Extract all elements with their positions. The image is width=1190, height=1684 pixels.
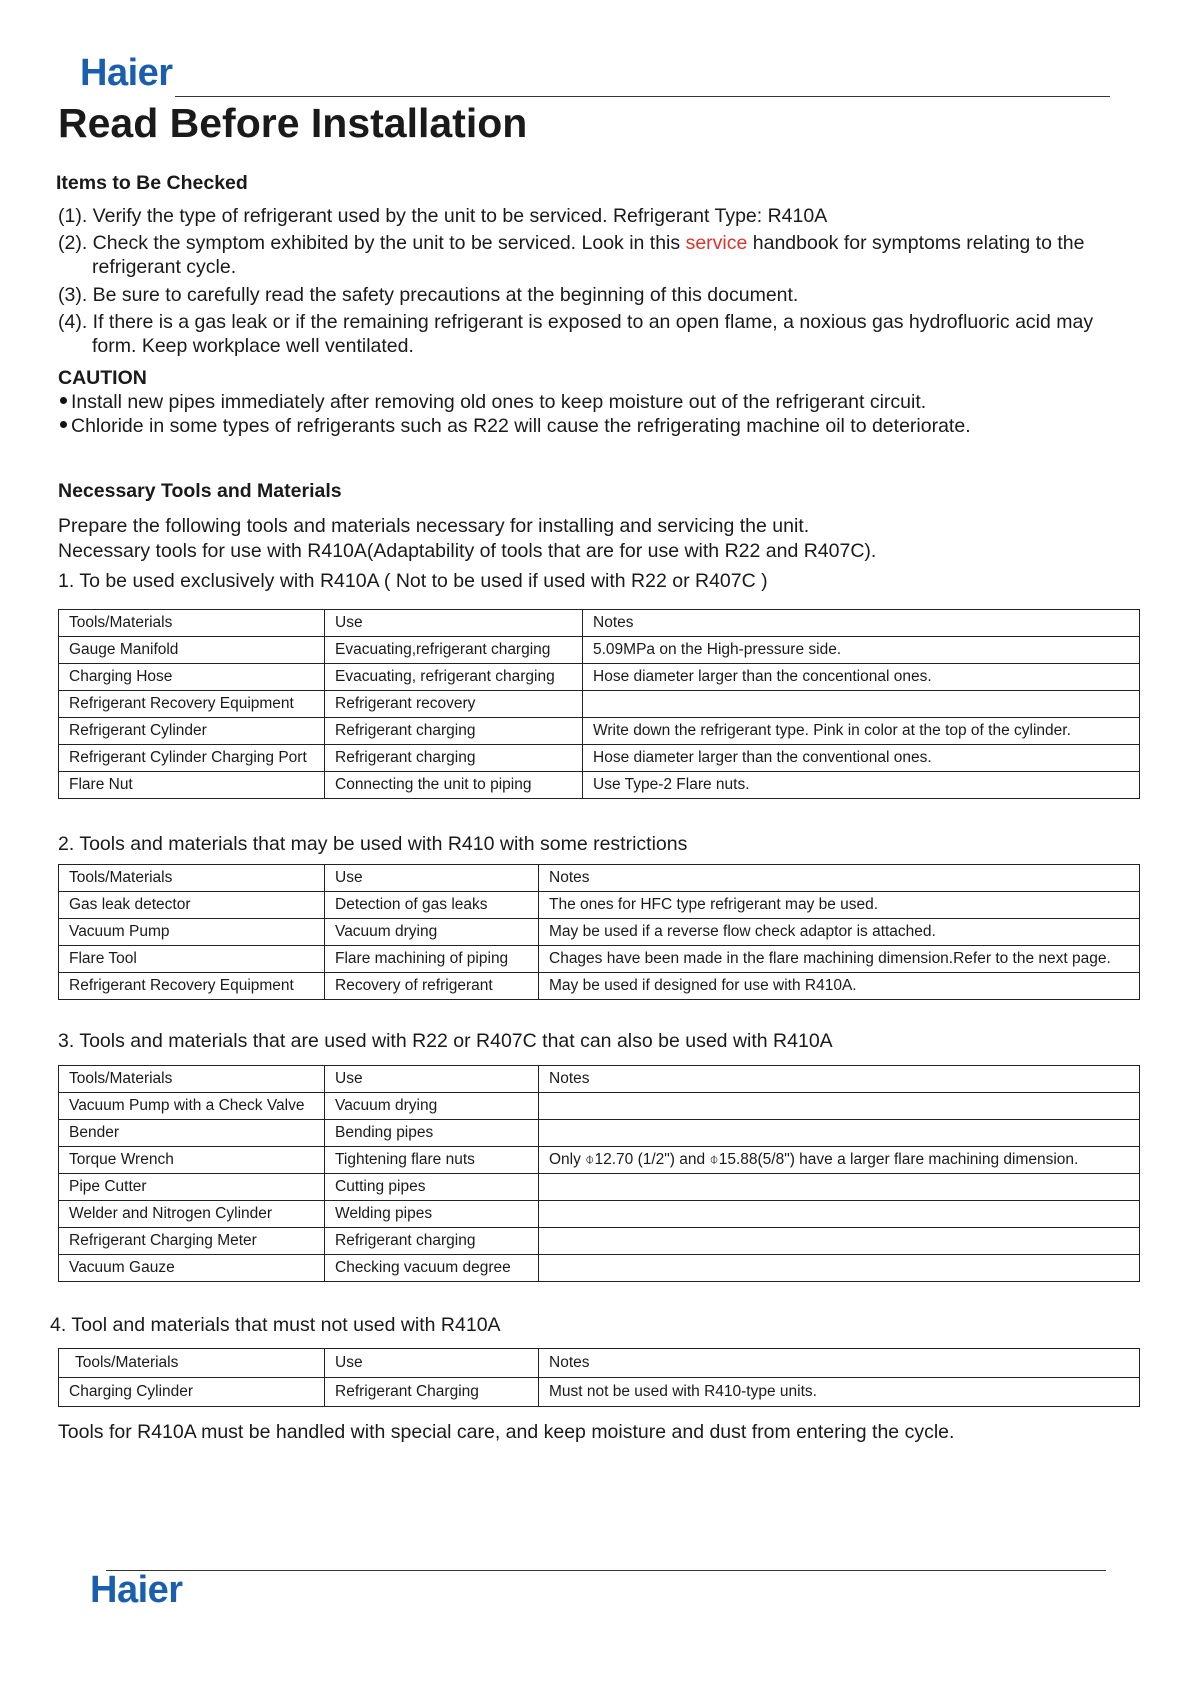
haier-logo-top: Haier	[80, 52, 173, 94]
table-row: Pipe Cutter Cutting pipes	[59, 1174, 1140, 1201]
tools-heading: Necessary Tools and Materials	[58, 480, 342, 502]
table-row: Bender Bending pipes	[59, 1120, 1140, 1147]
caution-bullet: Install new pipes immediately after removing old ones to keep moisture out of the refrigerant circuit.	[60, 390, 926, 414]
table-row: Flare Tool Flare machining of piping Chages have been made in the flare machining dimension.Refer to the next page.	[59, 946, 1140, 973]
footer-divider	[106, 1570, 1106, 1571]
table-row: Gauge Manifold Evacuating,refrigerant charging 5.09MPa on the High-pressure side.	[59, 637, 1140, 664]
table2-heading: 2. Tools and materials that may be used with R410 with some restrictions	[58, 833, 688, 855]
table-row: Charging Hose Evacuating, refrigerant charging Hose diameter larger than the concentional ones.	[59, 664, 1140, 691]
tools-intro-2: Necessary tools for use with R410A(Adaptability of tools that are for use with R22 and R407C).	[58, 540, 877, 562]
page-title: Read Before Installation	[58, 100, 528, 146]
table-row: Refrigerant Cylinder Charging Port Refrigerant charging Hose diameter larger than the conventional ones.	[59, 745, 1140, 772]
check-item-4: (4). If there is a gas leak or if the remaining refrigerant is exposed to an open flame, a noxious gas hydrofluoric acid may form. Keep workplace well ventilated.	[58, 311, 1094, 357]
items-heading: Items to Be Checked	[56, 172, 248, 194]
table-row: Welder and Nitrogen Cylinder Welding pipes	[59, 1201, 1140, 1228]
table4-heading: 4. Tool and materials that must not used with R410A	[50, 1314, 501, 1336]
table-r410-restricted	[58, 864, 1140, 1000]
table-row: Torque Wrench Tightening flare nuts Only ⌽12.70 (1/2") and ⌽15.88(5/8") have a larger flare machining dimension.	[59, 1147, 1140, 1174]
header-divider	[175, 96, 1110, 97]
table1-heading: 1. To be used exclusively with R410A ( Not to be used if used with R22 or R407C )	[58, 570, 768, 592]
bullet-icon	[60, 397, 67, 404]
table-row: Flare Nut Connecting the unit to piping Use Type-2 Flare nuts.	[59, 772, 1140, 799]
table-r22-compatible	[58, 1065, 1140, 1282]
service-highlight: service	[685, 232, 748, 254]
table-row: Vacuum Pump Vacuum drying May be used if a reverse flow check adaptor is attached.	[59, 919, 1140, 946]
bullet-icon	[60, 421, 67, 428]
check-item-2: (2). Check the symptom exhibited by the unit to be serviced. Look in this service handbook for symptoms relating to the refrigerant cycle.	[58, 232, 1085, 278]
table-row: Vacuum Gauze Checking vacuum degree	[59, 1255, 1140, 1282]
table-header-row: Tools/Materials Use Notes	[59, 1066, 1140, 1093]
table-row: Refrigerant Cylinder Refrigerant charging Write down the refrigerant type. Pink in color at the top of the cylinder.	[59, 718, 1140, 745]
check-item-1: (1). Verify the type of refrigerant used by the unit to be serviced. Refrigerant Type: R410A	[58, 205, 828, 227]
table-row: Vacuum Pump with a Check Valve Vacuum drying	[59, 1093, 1140, 1120]
caution-bullet: Chloride in some types of refrigerants such as R22 will cause the refrigerating machine oil to deteriorate.	[60, 414, 971, 438]
caution-heading: CAUTION	[58, 367, 147, 389]
table-not-for-r410a	[58, 1348, 1140, 1407]
table-r410a-exclusive	[58, 609, 1140, 799]
table-header-row: Tools/Materials Use Notes	[59, 1349, 1140, 1378]
table3-heading: 3. Tools and materials that are used with R22 or R407C that can also be used with R410A	[58, 1030, 833, 1052]
table-row: Charging Cylinder Refrigerant Charging Must not be used with R410-type units.	[59, 1378, 1140, 1407]
table-row: Refrigerant Recovery Equipment Refrigerant recovery	[59, 691, 1140, 718]
haier-logo-bottom: Haier	[90, 1569, 183, 1611]
table-row: Gas leak detector Detection of gas leaks The ones for HFC type refrigerant may be used.	[59, 892, 1140, 919]
table-row: Refrigerant Charging Meter Refrigerant charging	[59, 1228, 1140, 1255]
table-header-row: Tools/Materials Use Notes	[59, 610, 1140, 637]
table-row: Refrigerant Recovery Equipment Recovery of refrigerant May be used if designed for use with R410A.	[59, 973, 1140, 1000]
footer-note: Tools for R410A must be handled with special care, and keep moisture and dust from entering the cycle.	[58, 1421, 955, 1443]
check-item-3: (3). Be sure to carefully read the safety precautions at the beginning of this document.	[58, 284, 799, 306]
tools-intro-1: Prepare the following tools and materials necessary for installing and servicing the unit.	[58, 515, 810, 537]
table-header-row: Tools/Materials Use Notes	[59, 865, 1140, 892]
